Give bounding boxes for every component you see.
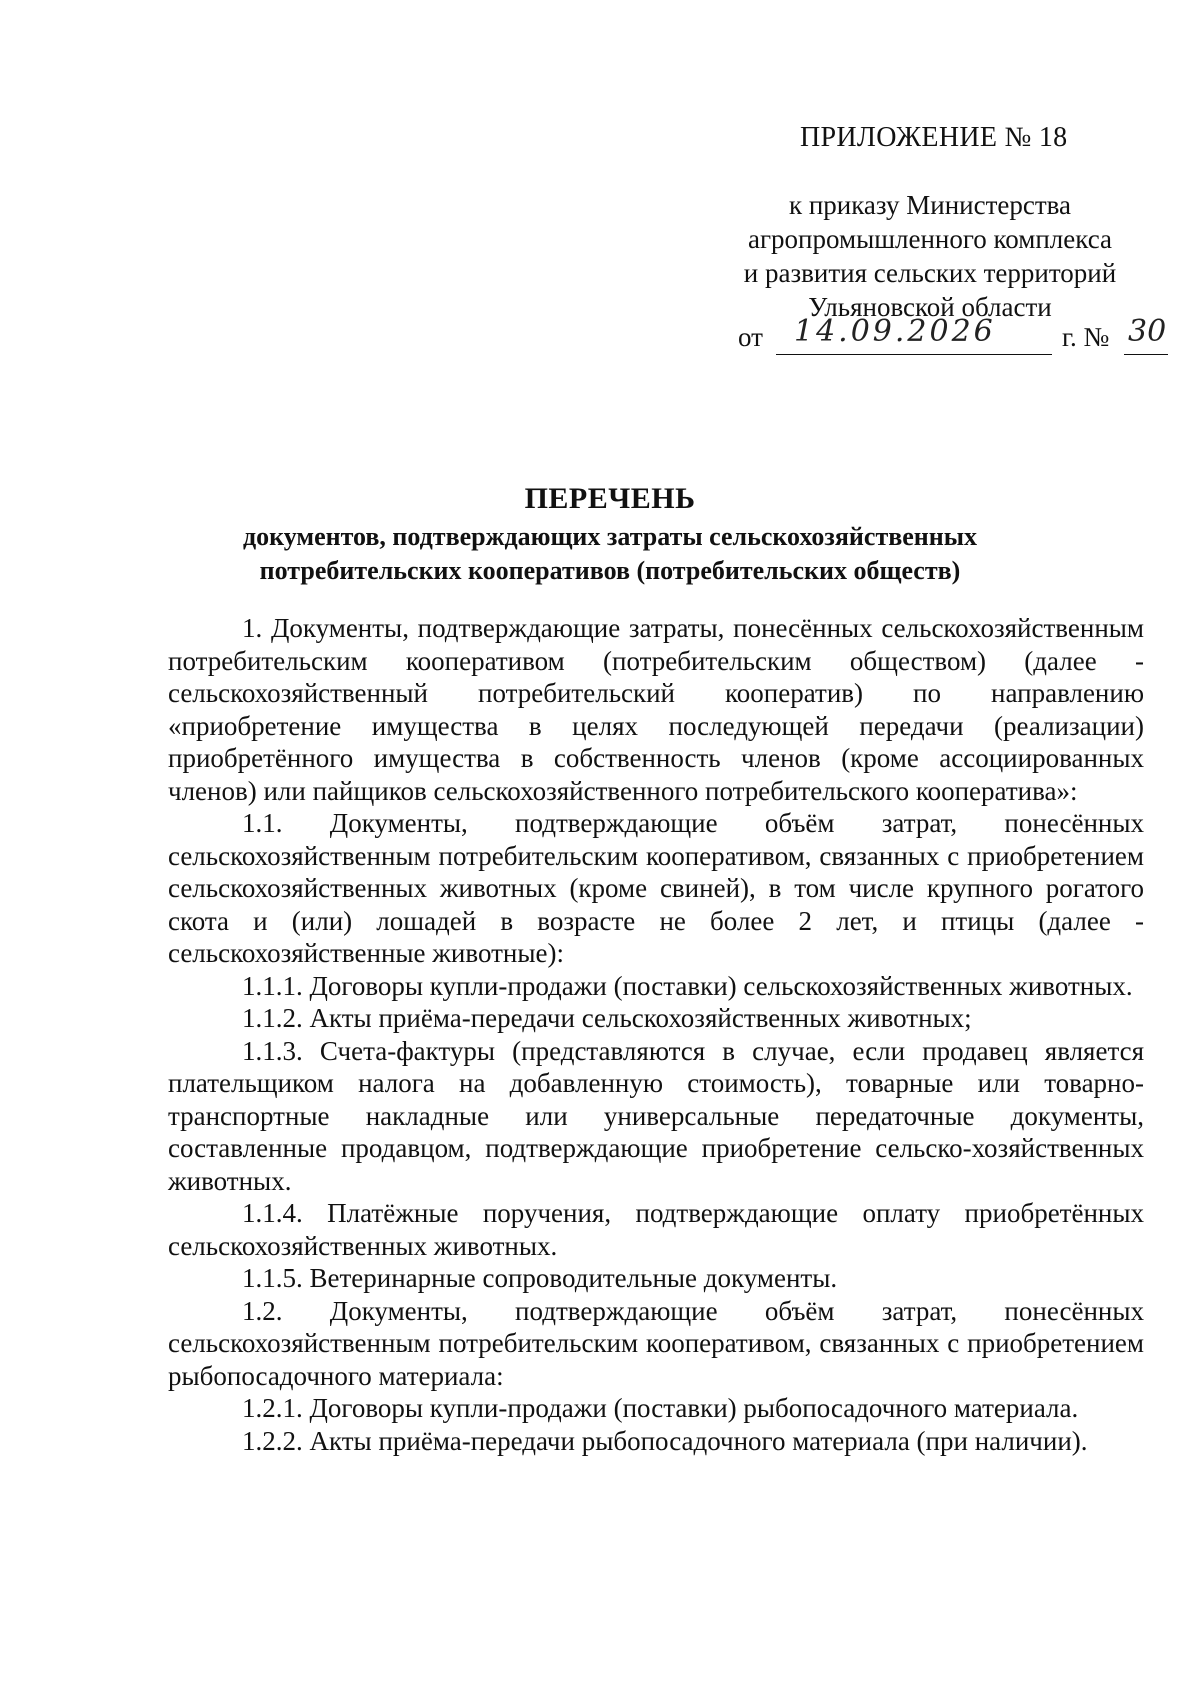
list-item-paragraph: 1.1.2. Акты приёма-передачи сельскохозяйственных животных;	[242, 1003, 972, 1033]
document-body	[168, 612, 1144, 1457]
annex-line: агропромышленного комплекса	[748, 224, 1112, 254]
list-item-paragraph: 1.1. Документы, подтверждающие объём затрат, понесённых сельскохозяйственным потребительским кооперативом, связанных с приобретением сельскохозяйственных животных (кроме свиней), в том числе крупного рогатого скота и (или) лошадей в возрасте не более 2 лет, и птицы (далее - сельскохозяйственные животные):	[168, 808, 1144, 968]
annex-line: и развития сельских территорий	[743, 258, 1117, 288]
annex-title: ПРИЛОЖЕНИЕ № 18	[800, 122, 1068, 153]
list-item-paragraph: 1.2.2. Акты приёма-передачи рыбопосадочного материала (при наличии).	[242, 1425, 1088, 1456]
document-title: ПЕРЕЧЕНЬ	[524, 482, 696, 515]
handwritten-number: 30	[1128, 314, 1167, 349]
list-item-paragraph: 1.1.1. Договоры купли-продажи (поставки) сельскохозяйственных животных.	[242, 970, 1133, 1001]
annex-line: Ульяновской области	[808, 292, 1052, 322]
list-item-paragraph: 1.2. Документы, подтверждающие объём затрат, понесённых сельскохозяйственным потребительским кооперативом, связанных с приобретением рыбопосадочного материала:	[168, 1295, 1144, 1391]
annex-line: к приказу Министерства	[788, 190, 1072, 220]
list-item-paragraph: 1. Документы, подтверждающие затраты, понесённых сельскохозяйственным потребительским кооперативом (потребительским обществом) (далее - сельскохозяйственный потребительский кооператив) по направлению «приобретение имущества в целях последующей передачи (реализации) приобретённого имущества в собственность членов (кроме ассоциированных членов) или пайщиков сельскохозяйственного потребительского кооператива»:	[168, 613, 1144, 806]
document-subtitle-line: документов, подтверждающих затраты сельскохозяйственных	[242, 522, 978, 551]
list-item-paragraph: 1.1.4. Платёжные поручения, подтверждающие оплату приобретённых сельскохозяйственных животных.	[168, 1198, 1144, 1261]
list-item-paragraph: 1.1.3. Счета-фактуры (представляются в случае, если продавец является плательщиком налога на добавленную стоимость), товарные или товарно-транспортные накладные или универсальные передаточные документы, составленные продавцом, подтверждающие приобретение сельско-хозяйственных животных.	[168, 1035, 1144, 1196]
list-item-paragraph: 1.1.5. Ветеринарные сопроводительные документы.	[242, 1263, 838, 1293]
annex-order-reference	[700, 188, 1160, 324]
order-date-field	[776, 314, 1052, 355]
handwritten-date: 14.09.2026	[794, 314, 996, 349]
number-prefix: г. №	[1062, 322, 1110, 352]
document-subtitle-line: потребительских кооперативов (потребительских обществ)	[259, 556, 961, 585]
list-item-paragraph: 1.2.1. Договоры купли-продажи (поставки) рыбопосадочного материала.	[242, 1393, 1079, 1423]
order-number-field	[1124, 314, 1168, 355]
date-prefix: от	[738, 322, 763, 352]
